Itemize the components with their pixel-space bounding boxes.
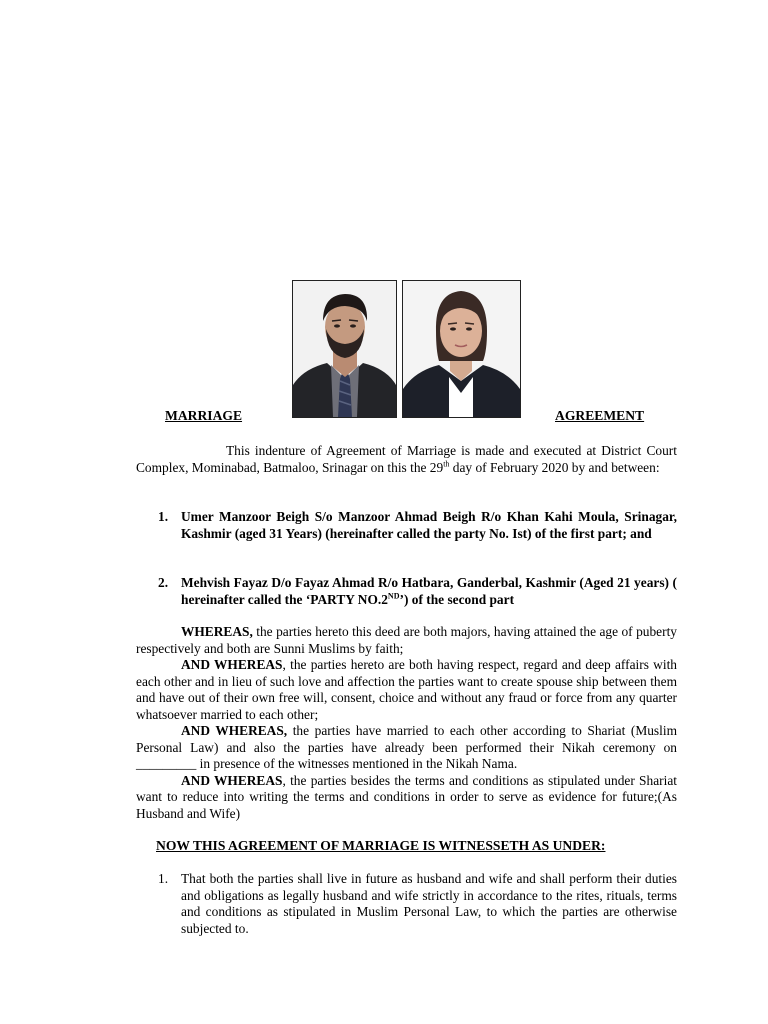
- intro-text-after: day of February 2020 by and between:: [449, 459, 660, 475]
- intro-ordinal-superscript: th: [443, 459, 450, 469]
- clause-item-1: [136, 871, 677, 937]
- recital-text: the parties hereto this deed are both majors, having attained the age of puberty respectively and both are Sunni Muslims by faith;: [136, 624, 677, 656]
- recital-text: the parties have married to each other according to Shariat (Muslim Personal Law) and also the parties have already been performed their Nikah ceremony on _________ in presence of the witnesses mentioned in the Nikah Nama.: [136, 723, 677, 771]
- recital-paragraph: [136, 773, 677, 823]
- party-list-first: [136, 509, 677, 542]
- title-marriage: MARRIAGE: [165, 408, 243, 423]
- recital-lead: AND WHEREAS: [181, 657, 283, 672]
- groom-photo: [292, 280, 397, 418]
- party-text: Umer Manzoor Beigh S/o Manzoor Ahmad Beigh R/o Khan Kahi Moula, Srinagar, Kashmir (aged 31 Years) (hereinafter called the party No. Ist) of the first part; and: [181, 509, 677, 541]
- groom-portrait-image: [293, 281, 396, 417]
- intro-text-before: This indenture of Agreement of Marriage is made and executed at District Court Complex, Mominabad, Batmaloo, Srinagar on this the 29: [136, 443, 677, 475]
- bride-photo: [402, 280, 521, 418]
- party-text-after: ’) of the second part: [399, 591, 515, 607]
- clause-number: 1.: [158, 871, 169, 886]
- clause-text: That both the parties shall live in future as husband and wife and shall perform their duties and obligations as legally husband and wife strictly in accordance to the rites, rituals, terms and conditions as stipulated in Muslim Personal Law, to which the parties are otherwise subjected to.: [181, 871, 677, 936]
- title-agreement: AGREEMENT: [555, 408, 645, 423]
- recital-paragraph: [136, 723, 677, 773]
- recital-text: , the parties besides the terms and conditions as stipulated under Shariat want to reduce into writing the terms and conditions in order to serve as evidence for future;(As Husband and Wife): [136, 772, 677, 821]
- party-number: 2.: [158, 575, 169, 590]
- recital-paragraph: [136, 657, 677, 723]
- intro-paragraph: [136, 443, 677, 476]
- recitals-section: [136, 624, 677, 822]
- recital-text: , the parties hereto are both having respect, regard and deep affairs with each other and in lieu of such love and affection the parties want to create spouse ship between them and have out of their own free will, consent, choice and without any fraud or force from any quarter whatsoever married to each other;: [136, 657, 677, 722]
- party-item-1: [136, 509, 677, 542]
- party-text-before: Mehvish Fayaz D/o Fayaz Ahmad R/o Hatbara, Ganderbal, Kashmir (Aged 21 years) ( hereinafter called the ‘PARTY NO.2: [181, 575, 677, 607]
- recital-lead: WHEREAS,: [181, 624, 253, 639]
- party-item-2: [136, 575, 677, 608]
- party-superscript: ND: [387, 591, 400, 601]
- witness-heading: NOW THIS AGREEMENT OF MARRIAGE IS WITNESSETH AS UNDER:: [156, 838, 606, 853]
- clause-list: [136, 871, 677, 937]
- party-number: 1.: [158, 509, 169, 524]
- recital-paragraph: [136, 624, 677, 657]
- bride-portrait-image: [403, 281, 520, 417]
- recital-lead: AND WHEREAS: [181, 772, 283, 788]
- recital-lead: AND WHEREAS,: [181, 723, 288, 738]
- party-list-second: [136, 575, 677, 608]
